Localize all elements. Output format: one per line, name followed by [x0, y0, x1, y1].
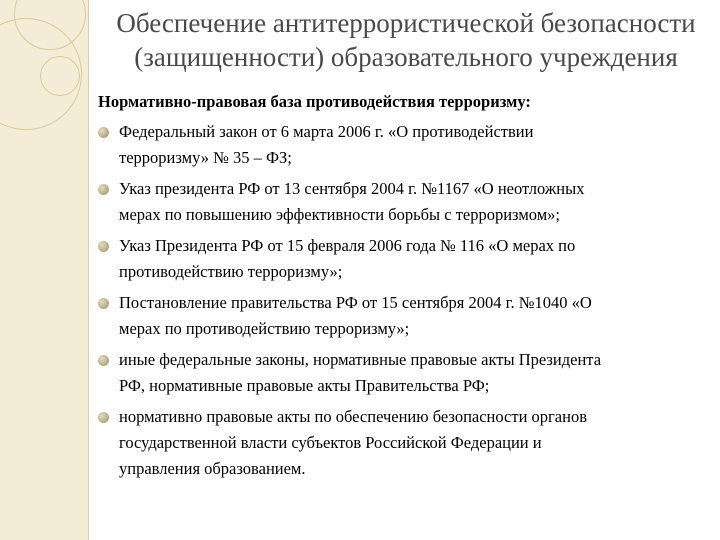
panel-divider: [88, 0, 89, 540]
list-item: [98, 404, 712, 482]
list-item-line: мерах по повышению эффективности борьбы с терроризмом»;: [119, 205, 560, 224]
list-item: [98, 290, 712, 342]
list-item: [98, 233, 712, 285]
list-item-line: Федеральный закон от 6 марта 2006 г. «О противодействии: [119, 122, 534, 141]
circle-outline-icon: [40, 56, 80, 96]
list-item-line: государственной власти субъектов Российской Федерации и: [119, 433, 542, 452]
list-item-line: Указ президента РФ от 13 сентября 2004 г. №1167 «О неотложных: [119, 179, 585, 198]
list-item-line: управления образованием.: [119, 459, 306, 478]
circle-bullet-icon: [98, 127, 109, 138]
circle-bullet-icon: [98, 184, 109, 195]
list-item-line: нормативно правовые акты по обеспечению безопасности органов: [119, 407, 588, 426]
slide-title: [96, 6, 716, 74]
list-item-line: терроризму» № 35 – ФЗ;: [119, 148, 292, 167]
circle-bullet-icon: [98, 412, 109, 423]
title-line-1: Обеспечение антитеррористической безопасности: [116, 8, 696, 38]
list-item-line: РФ, нормативные правовые акты Правительства РФ;: [119, 376, 490, 395]
list-item: [98, 176, 712, 228]
list-item: [98, 119, 712, 171]
title-line-2: (защищенности) образовательного учреждения: [134, 42, 678, 72]
circle-bullet-icon: [98, 355, 109, 366]
list-item-line: мерах по противодействию терроризму»;: [119, 319, 410, 338]
bullet-list: [98, 119, 712, 487]
circle-bullet-icon: [98, 298, 109, 309]
list-item-line: противодействию терроризму»;: [119, 262, 343, 281]
section-heading: Нормативно-правовая база противодействия терроризму:: [98, 92, 531, 111]
list-item-line: иные федеральные законы, нормативные правовые акты Президента: [119, 350, 602, 369]
list-item-line: Постановление правительства РФ от 15 сентября 2004 г. №1040 «О: [119, 293, 592, 312]
circle-bullet-icon: [98, 241, 109, 252]
list-item-line: Указ Президента РФ от 15 февраля 2006 года № 116 «О мерах по: [119, 236, 576, 255]
list-item: [98, 347, 712, 399]
